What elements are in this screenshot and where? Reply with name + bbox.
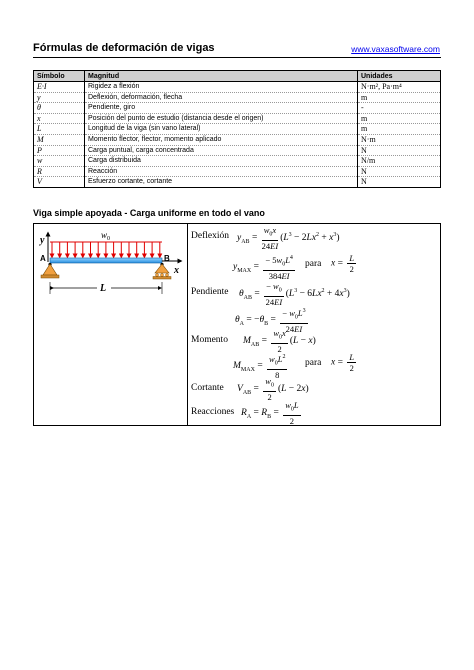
magnitude-cell: Deflexión, deformación, flecha bbox=[85, 92, 358, 103]
units-cell: m bbox=[358, 124, 441, 135]
table-row bbox=[34, 124, 441, 135]
slope-label: Pendiente bbox=[191, 287, 229, 297]
max-deflection-position: x = $\frac{L}{2}$ bbox=[331, 253, 355, 274]
table-row bbox=[34, 145, 441, 156]
section-title: Viga simple apoyada - Carga uniforme en todo el vano bbox=[33, 208, 265, 218]
units-cell: m bbox=[358, 113, 441, 124]
table-row bbox=[34, 82, 441, 93]
magnitude-cell: Esfuerzo cortante, cortante bbox=[85, 177, 358, 188]
units-cell: - bbox=[358, 103, 441, 114]
table-row bbox=[34, 92, 441, 103]
reactions-label: Reacciones bbox=[191, 407, 235, 417]
support-a bbox=[41, 263, 59, 278]
units-cell: N bbox=[358, 145, 441, 156]
symbols-table bbox=[33, 70, 441, 188]
header-symbol: Símbolo bbox=[34, 71, 85, 82]
magnitude-cell: Longitud de la viga (sin vano lateral) bbox=[85, 124, 358, 135]
magnitude-cell: Rigidez a flexión bbox=[85, 82, 358, 93]
slope-formula: $\theta_{AB}$ = $\frac{- w_0}{24EI}$ $(L^3 - 6Lx^2 + 4x^3)$ bbox=[239, 281, 350, 307]
header-units: Unidades bbox=[358, 71, 441, 82]
symbol-cell: L bbox=[34, 124, 85, 135]
end-slope-formula: $\theta_A = -\theta_B$ = $\frac{- w_0L^3}{24EI}$ bbox=[235, 307, 306, 334]
symbol-cell: P bbox=[34, 145, 85, 156]
beam-case-panel bbox=[33, 223, 441, 426]
length-label: L bbox=[100, 283, 107, 294]
units-cell: N·m², Pa·m⁴ bbox=[358, 82, 441, 93]
header-magnitude: Magnitud bbox=[85, 71, 358, 82]
header-rule bbox=[33, 57, 441, 58]
deflection-formula: $y_{AB}$ = $\frac{w_0x}{24EI}$ $(L^3 - 2Lx^2 + x^3)$ bbox=[237, 225, 340, 251]
beam-diagram bbox=[34, 224, 187, 425]
magnitude-cell: Posición del punto de estudio (distancia desde el origen) bbox=[85, 113, 358, 124]
moment-formula: $M_{AB}$ = $\frac{w_0x}{2}$ (L − x) bbox=[243, 328, 316, 354]
support-b bbox=[153, 263, 171, 279]
y-axis-label: y bbox=[40, 235, 45, 246]
units-cell: m bbox=[358, 92, 441, 103]
magnitude-cell: Reacción bbox=[85, 166, 358, 177]
max-deflection-formula: $y_{MAX}$ = $\frac{- 5w_0L^4}{384EI}$ bbox=[233, 254, 293, 281]
table-row bbox=[34, 166, 441, 177]
magnitude-cell: Carga distribuida bbox=[85, 156, 358, 167]
load-label: $w_0$ bbox=[101, 230, 111, 242]
units-cell: N bbox=[358, 166, 441, 177]
max-moment-formula: $M_{MAX}$ = $\frac{w_0L^2}{8}$ bbox=[233, 353, 286, 380]
para-label-2: para bbox=[305, 358, 322, 368]
symbol-cell: R bbox=[34, 166, 85, 177]
para-label-1: para bbox=[305, 259, 322, 269]
beam bbox=[50, 258, 162, 263]
symbol-cell: x bbox=[34, 113, 85, 124]
symbol-cell: M bbox=[34, 134, 85, 145]
deflection-label: Deflexión bbox=[191, 231, 229, 241]
formulas-area bbox=[189, 224, 439, 425]
symbol-cell: V bbox=[34, 177, 85, 188]
units-cell: N·m bbox=[358, 134, 441, 145]
units-cell: N/m bbox=[358, 156, 441, 167]
support-a-label: A bbox=[40, 254, 46, 263]
table-row bbox=[34, 113, 441, 124]
table-header-row bbox=[34, 71, 441, 82]
panel-divider bbox=[187, 224, 188, 425]
units-cell: N bbox=[358, 177, 441, 188]
load-arrows bbox=[52, 242, 160, 256]
document-title: Fórmulas de deformación de vigas bbox=[33, 42, 215, 54]
symbol-cell: w bbox=[34, 156, 85, 167]
magnitude-cell: Momento flector, flector, momento aplicado bbox=[85, 134, 358, 145]
shear-formula: $V_{AB}$ = $\frac{w_0}{2}$ (L − 2x) bbox=[237, 376, 309, 402]
moment-label: Momento bbox=[191, 335, 228, 345]
shear-label: Cortante bbox=[191, 383, 224, 393]
table-row bbox=[34, 103, 441, 114]
website-link[interactable]: www.vaxasoftware.com bbox=[351, 44, 440, 54]
x-axis-label: x bbox=[174, 265, 179, 276]
magnitude-cell: Carga puntual, carga concentrada bbox=[85, 145, 358, 156]
reactions-formula: $R_A = R_B$ = $\frac{w_0L}{2}$ bbox=[241, 400, 299, 426]
max-moment-position: x = $\frac{L}{2}$ bbox=[331, 352, 355, 373]
symbol-cell: θ bbox=[34, 103, 85, 114]
symbol-cell: y bbox=[34, 92, 85, 103]
symbol-cell: E·I bbox=[34, 82, 85, 93]
table-row bbox=[34, 156, 441, 167]
support-b-label: B bbox=[164, 254, 170, 263]
magnitude-cell: Pendiente, giro bbox=[85, 103, 358, 114]
table-row bbox=[34, 177, 441, 188]
table-row bbox=[34, 134, 441, 145]
